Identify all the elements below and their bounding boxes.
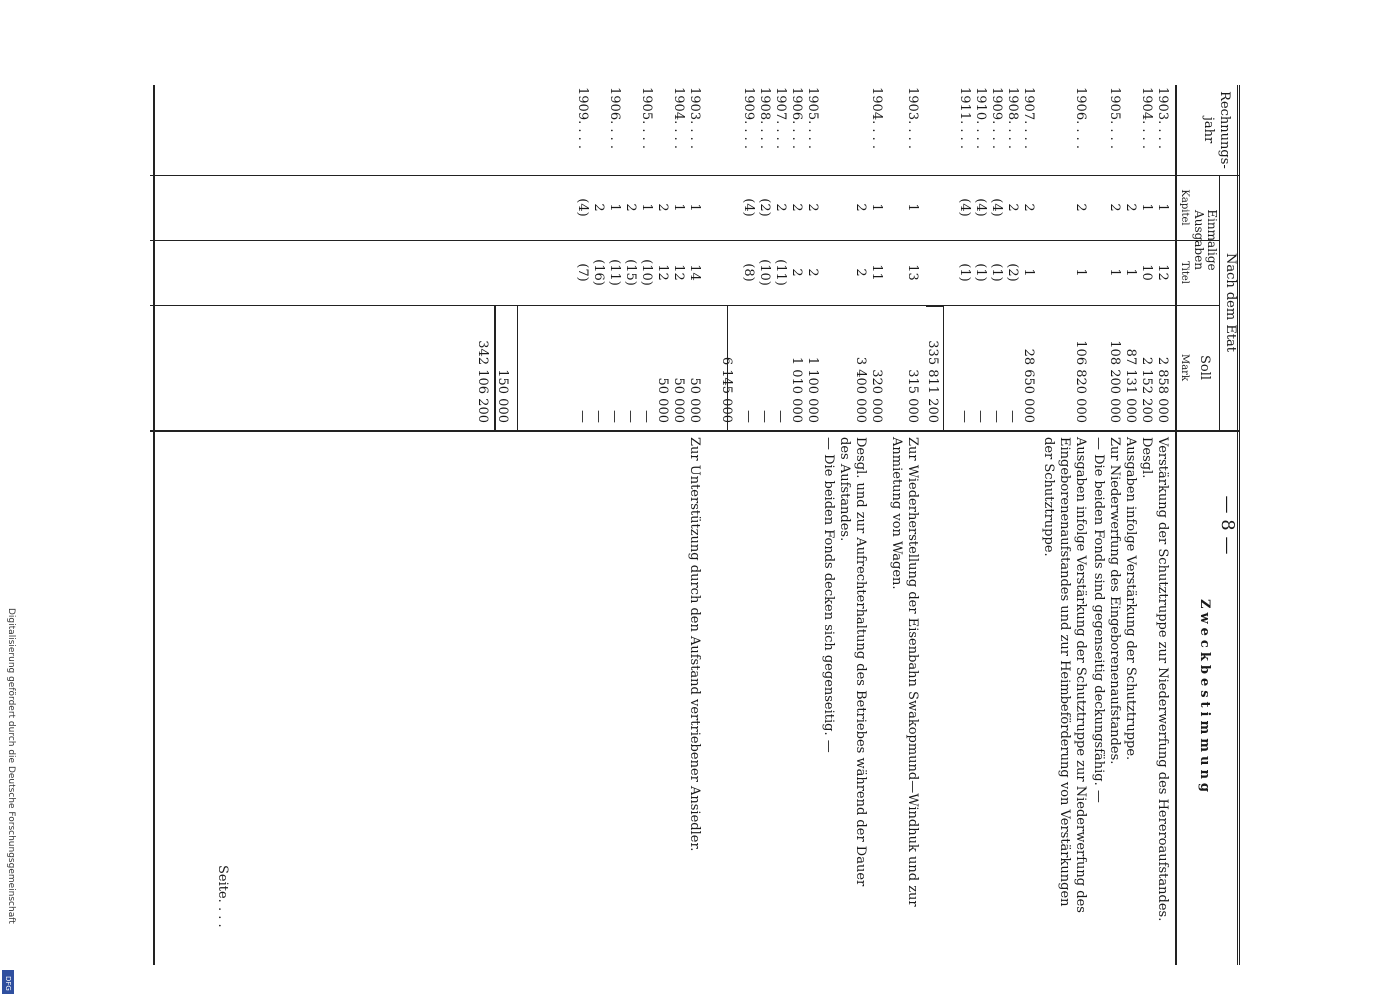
row-17-soll: 3 400 000	[853, 356, 868, 423]
group-rule-1	[943, 305, 944, 430]
row-23-year: 1908. . . .	[757, 87, 772, 150]
row-13-soll: 335 811 200	[925, 340, 940, 423]
row-32-soll: —	[591, 410, 606, 423]
row-4-text: — Die beiden Fonds sind gegenseitig deckungsfähig. —	[1091, 437, 1106, 803]
row-24-titel: (8)	[741, 263, 756, 282]
row-7-text: der Schutztruppe.	[1041, 437, 1056, 557]
header-nach-dem-etat: Nach dem Etat	[1223, 252, 1238, 353]
row-14-text: Zur Wiederherstellung der Eisenbahn Swakopmund—Windhuk und zur	[905, 437, 920, 907]
row-9-titel: (2)	[1005, 263, 1020, 282]
row-5-year: 1906. . . .	[1073, 87, 1088, 150]
row-35-soll: 342 106 200	[475, 340, 490, 423]
row-32-kapitel: 2	[591, 203, 606, 212]
row-30-kapitel: 2	[623, 203, 638, 212]
row-12-year: 1911. . . .	[957, 87, 972, 150]
row-14-kapitel: 1	[905, 203, 920, 212]
row-8-soll: 28 650 000	[1021, 348, 1036, 423]
row-26-year: 1903. . . .	[687, 87, 702, 150]
row-1-titel: 10	[1139, 264, 1154, 281]
row-9-kapitel: 2	[1005, 203, 1020, 212]
row-17-titel: 2	[853, 268, 868, 277]
table-bottom-rule	[153, 85, 155, 965]
row-10-year: 1909. . . .	[989, 87, 1004, 150]
row-1-kapitel: 1	[1139, 203, 1154, 212]
row-26-kapitel: 1	[687, 203, 702, 212]
row-27-soll: 50 000	[671, 377, 686, 423]
row-32-titel: (16)	[591, 259, 606, 286]
row-18-text: des Aufstandes.	[837, 437, 852, 542]
row-26-titel: 14	[687, 264, 702, 281]
row-5-soll: 106 820 000	[1073, 340, 1088, 423]
row-26-soll: 50 000	[687, 377, 702, 423]
row-12-titel: (1)	[957, 263, 972, 282]
row-20-titel: 2	[805, 268, 820, 277]
col-divider-soll	[150, 430, 1240, 432]
credit-text: Digitalisierung gefördert durch die Deutsche Forschungsgemeinschaft	[6, 608, 16, 924]
row-31-soll: —	[607, 410, 622, 423]
row-3-kapitel: 2	[1107, 203, 1122, 212]
seite-label: Seite. . . .	[215, 865, 230, 928]
row-31-titel: (11)	[607, 259, 622, 286]
header-soll: Soll	[1197, 354, 1212, 381]
header-mark: Mark	[1179, 353, 1190, 382]
row-8-year: 1907. . . .	[1021, 87, 1036, 150]
row-22-year: 1907. . . .	[773, 87, 788, 150]
row-15-text: Anmietung von Wagen.	[889, 437, 904, 590]
row-29-titel: (10)	[639, 259, 654, 286]
group-rule-3	[517, 305, 518, 430]
row-17-kapitel: 2	[853, 203, 868, 212]
row-10-titel: (1)	[989, 263, 1004, 282]
row-25-soll: 6 145 000	[719, 356, 734, 423]
digitization-credit	[2, 608, 16, 991]
etat-header-rule	[1219, 175, 1220, 430]
row-0-soll: 2 858 000	[1155, 356, 1170, 423]
dfg-logo: DFG	[2, 970, 14, 994]
row-20-year: 1905. . . .	[805, 87, 820, 150]
row-19-text: — Die beiden Fonds decken sich gegenseitig. —	[821, 437, 836, 753]
row-0-year: 1903. . . .	[1155, 87, 1170, 150]
row-17-text: Desgl. und zur Aufrechterhaltung des Betriebes während der Dauer	[853, 437, 868, 887]
row-1-text: Desgl.	[1139, 437, 1154, 479]
row-34-soll: 150 000	[495, 369, 510, 423]
row-16-soll: 320 000	[869, 369, 884, 423]
header-rechnungsjahr: Rechnungs- jahr	[1201, 91, 1232, 169]
row-1-soll: 2 152 200	[1139, 356, 1154, 423]
header-titel: Titel	[1179, 260, 1190, 284]
row-10-soll: —	[989, 410, 1004, 423]
row-28-soll: 50 000	[655, 377, 670, 423]
row-12-soll: —	[957, 410, 972, 423]
row-14-soll: 315 000	[905, 369, 920, 423]
row-0-titel: 12	[1155, 264, 1170, 281]
row-20-kapitel: 2	[805, 203, 820, 212]
row-20-soll: 1 100 000	[805, 356, 820, 423]
row-0-text: Verstärkung der Schutztruppe zur Niederwerfung des Hereroaufstandes.	[1155, 437, 1170, 922]
row-21-titel: 2	[789, 268, 804, 277]
row-8-kapitel: 2	[1021, 203, 1036, 212]
row-3-text: Zur Niederwerfung des Eingeborenenaufstandes.	[1107, 437, 1122, 765]
row-0-kapitel: 1	[1155, 203, 1170, 212]
row-29-year: 1905. . . .	[639, 87, 654, 150]
row-2-text: Ausgaben infolge Verstärkung der Schutztruppe.	[1123, 437, 1138, 761]
row-21-soll: 1 010 000	[789, 356, 804, 423]
row-24-soll: —	[741, 410, 756, 423]
row-27-year: 1904. . . .	[671, 87, 686, 150]
row-21-kapitel: 2	[789, 203, 804, 212]
row-2-soll: 87 131 000	[1123, 348, 1138, 423]
row-23-soll: —	[757, 410, 772, 423]
row-23-kapitel: (2)	[757, 198, 772, 217]
row-30-soll: —	[623, 410, 638, 423]
rotated-page-content	[150, 85, 1240, 965]
row-31-kapitel: 1	[607, 203, 622, 212]
row-10-kapitel: (4)	[989, 198, 1004, 217]
row-2-titel: 1	[1123, 268, 1138, 277]
row-23-titel: (10)	[757, 259, 772, 286]
row-3-titel: 1	[1107, 268, 1122, 277]
row-16-titel: 11	[869, 264, 884, 281]
row-9-soll: —	[1005, 410, 1020, 423]
header-kapitel: Kapitel	[1179, 189, 1190, 226]
row-22-titel: (11)	[773, 259, 788, 286]
row-33-kapitel: (4)	[575, 198, 590, 217]
total-rule	[494, 305, 496, 430]
row-3-year: 1905. . . .	[1107, 87, 1122, 150]
row-5-text: Ausgaben infolge Verstärkung der Schutztruppe zur Niederwerfung des	[1073, 437, 1088, 913]
row-11-titel: (1)	[973, 263, 988, 282]
row-12-kapitel: (4)	[957, 198, 972, 217]
row-33-titel: (7)	[575, 263, 590, 282]
row-11-soll: —	[973, 410, 988, 423]
row-16-year: 1904. . . .	[869, 87, 884, 150]
row-33-soll: —	[575, 410, 590, 423]
row-21-year: 1906. . . .	[789, 87, 804, 150]
row-24-year: 1909. . . .	[741, 87, 756, 150]
row-29-kapitel: 1	[639, 203, 654, 212]
group-bracket-1	[926, 305, 944, 307]
row-5-titel: 1	[1073, 268, 1088, 277]
row-22-soll: —	[773, 410, 788, 423]
page-number: — 8 —	[1217, 495, 1238, 555]
group-rule-2	[727, 305, 728, 430]
header-zweckbestimmung: Zweckbestimmung	[1197, 598, 1212, 796]
row-8-titel: 1	[1021, 268, 1036, 277]
row-33-year: 1909. . . .	[575, 87, 590, 150]
row-14-year: 1903. . . .	[905, 87, 920, 150]
row-24-kapitel: (4)	[741, 198, 756, 217]
row-29-soll: —	[639, 410, 654, 423]
row-28-titel: 12	[655, 264, 670, 281]
row-2-kapitel: 2	[1123, 203, 1138, 212]
row-27-titel: 12	[671, 264, 686, 281]
row-27-kapitel: 1	[671, 203, 686, 212]
row-16-kapitel: 1	[869, 203, 884, 212]
row-26-text: Zur Unterstützung durch den Aufstand vertriebener Ansiedler.	[687, 437, 702, 852]
row-5-kapitel: 2	[1073, 203, 1088, 212]
row-30-titel: (15)	[623, 259, 638, 286]
row-14-titel: 13	[905, 264, 920, 281]
row-1-year: 1904. . . .	[1139, 87, 1154, 150]
row-11-year: 1910. . . .	[973, 87, 988, 150]
row-31-year: 1906. . . .	[607, 87, 622, 150]
header-einmalige-ausgaben: Einmalige Ausgaben	[1192, 209, 1219, 271]
row-9-year: 1908. . . .	[1005, 87, 1020, 150]
row-6-text: Eingeborenenaufstandes und zur Heimbeförderung von Verstärkungen	[1057, 437, 1072, 907]
row-22-kapitel: 2	[773, 203, 788, 212]
row-28-kapitel: 2	[655, 203, 670, 212]
row-11-kapitel: (4)	[973, 198, 988, 217]
row-3-soll: 108 200 000	[1107, 340, 1122, 423]
